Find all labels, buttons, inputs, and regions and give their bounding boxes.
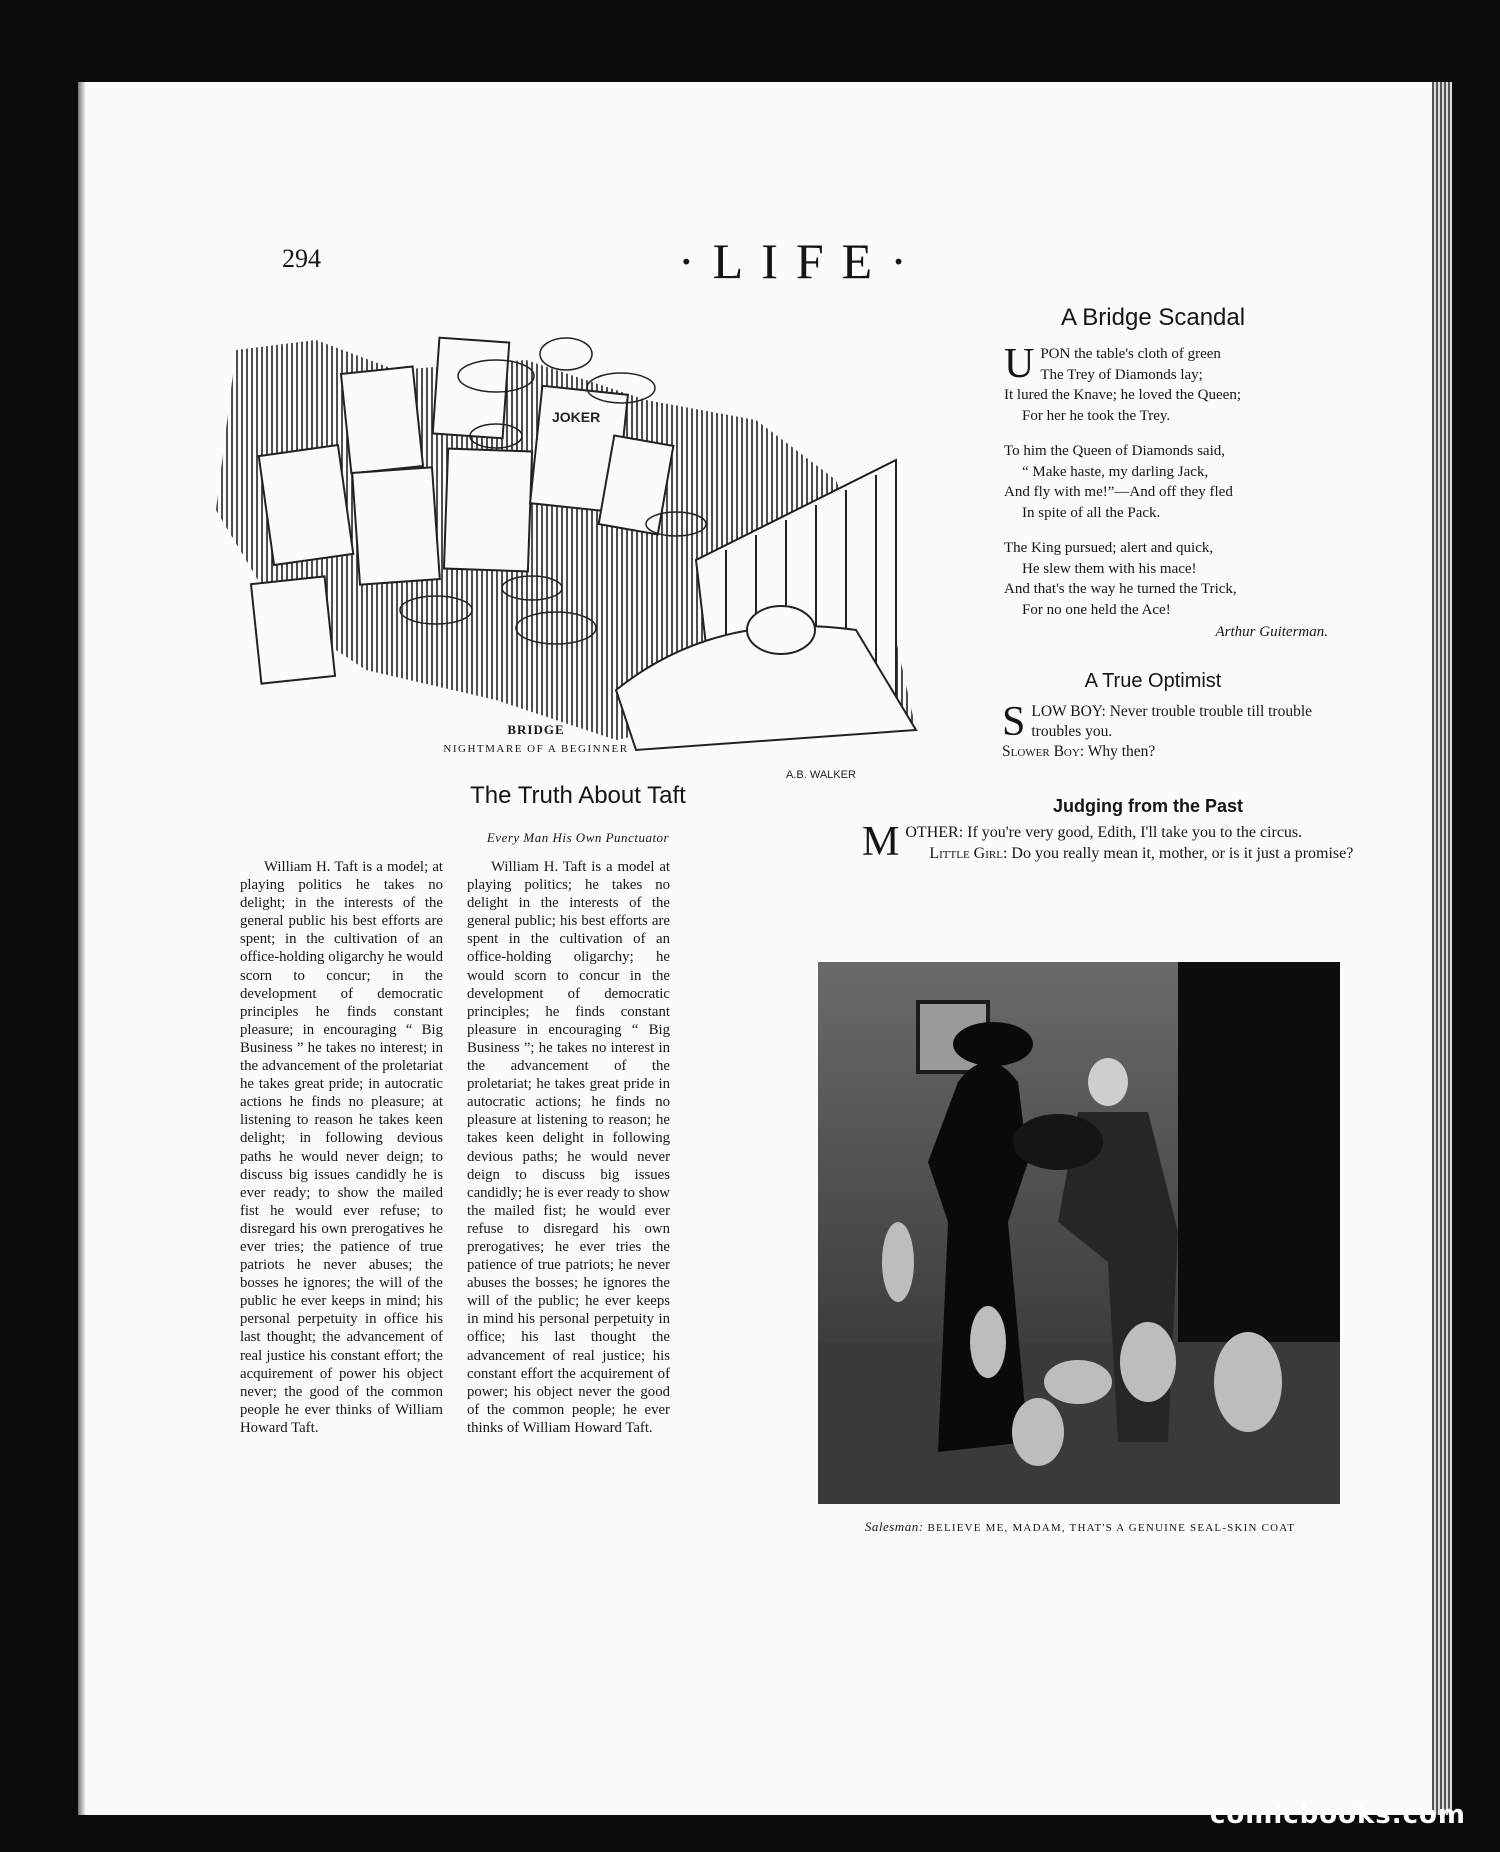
photo-caption: [824, 1518, 1336, 1537]
artist-signature: A.B. WALKER: [786, 769, 856, 781]
past-joke: [862, 819, 1362, 865]
sealskin-coat-illustration: [818, 962, 1340, 1504]
poem-line: For her he took the Trey.: [1022, 407, 1171, 424]
poem-title: A Bridge Scandal: [1060, 304, 1246, 331]
poem-dropcap: U: [1004, 341, 1035, 387]
cartoon-caption: [296, 722, 776, 755]
bridge-cartoon-illustration: [196, 310, 928, 788]
optimist-line-1: LOW BOY: Never trouble trouble till trouble troubles you.: [1031, 703, 1313, 740]
poem-attribution: Arthur Guiterman.: [1215, 624, 1328, 640]
poem-line: And fly with me!”—And off they fled: [1004, 484, 1233, 500]
taft-paragraph-2: William H. Taft is a model at playing politics; he takes no delight in the interests of the general public; his best efforts are spent in the cultivation of an office-holding oligarchy; he would scorn to concur in the development of democratic principles; he finds constant pleasure in encouraging “ Big Business ”; he takes no interest in the advancement of the proletariat; he takes great pride in autocratic actions; he finds no pleasure at listening to reason; he takes keen delight in following devious paths; he would never deign to discuss big issues candidly; he is ever ready to show the mailed fist; he would ever refuse to disregard his own prerogatives; he ever tries the patience of true patriots; he never abuses the bosses; he ignores the will of the public; he ever keeps in mind his personal perpetuity in office; his last thought the advancement of real justice; his constant effort the acquirement of power; his object never the good of the common people; he ever thinks of William Howard Taft.: [467, 859, 670, 1436]
optimist-dropcap: S: [1002, 699, 1026, 745]
past-speaker-2: Little Girl: [929, 845, 1003, 862]
salesman-head: [1088, 1058, 1128, 1106]
taft-column-1: [240, 858, 443, 1437]
woman-hat: [953, 1022, 1033, 1066]
poem-line: And that's the way he turned the Trick,: [1004, 581, 1237, 597]
poem-line: PON the table's cloth of green: [1040, 346, 1221, 362]
poem-stanza: [1004, 341, 1364, 426]
poem-line: “ Make haste, my darling Jack,: [1022, 463, 1209, 480]
optimist-speaker-2: Slower Boy: [1002, 743, 1080, 760]
poem-line: It lured the Knave; he loved the Queen;: [1004, 387, 1241, 403]
poem-stanza: [1004, 538, 1364, 620]
magazine-page: [78, 82, 1452, 1815]
poem-line: The Trey of Diamonds lay;: [1040, 366, 1203, 383]
poem-line: He slew them with his mace!: [1022, 560, 1197, 577]
past-title: Judging from the Past: [1052, 796, 1243, 816]
poem-body: [1004, 341, 1364, 643]
poem-line: To him the Queen of Diamonds said,: [1004, 443, 1225, 459]
fur-piece: [1013, 1114, 1103, 1170]
joker-card-label: JOKER: [552, 409, 601, 425]
poem-line: The King pursued; alert and quick,: [1004, 540, 1214, 556]
cartoon-caption-subtitle: NIGHTMARE OF A BEGINNER: [443, 743, 629, 755]
optimist-line-2: : Why then?: [1079, 743, 1156, 760]
taft-subtitle: Every Man His Own Punctuator: [486, 830, 670, 845]
optimist-joke: [1002, 699, 1362, 762]
photo-caption-text: BELIEVE ME, MADAM, THAT'S A GENUINE SEAL-SKIN COAT: [927, 1522, 1296, 1534]
taft-title: The Truth About Taft: [470, 782, 686, 809]
photo-caption-speaker: Salesman:: [864, 1519, 924, 1534]
poem-line: In spite of all the Pack.: [1022, 504, 1161, 521]
page-gutter-shadow: [78, 82, 86, 1815]
sleeper-head: [747, 606, 815, 654]
taft-paragraph-1: William H. Taft is a model; at playing politics he takes no delight; in the interests of the general public his best efforts are spent; in the cultivation of an office-holding oligarchy he would scorn to concur; in the development of democratic principles he finds constant pleasure; in encouraging “ Big Business ” he takes no interest; in the advancement of the proletariat he takes great pride; in autocratic actions he finds no pleasure; at listening to reason he takes keen delight; in following devious paths he would never deign; to discuss big issues candidly he is ever ready; to show the mailed fist he would ever refuse; to disregard his own prerogatives he ever tries; the patience of true patriots he never abuses; the bosses he ignores; the will of the public he ever keeps in mind; his personal perpetuity in office his last thought; the advancement of real justice his constant effort; the acquirement of power his object never; the good of the common people he ever thinks of William Howard Taft.: [240, 859, 443, 1436]
past-dropcap: M: [862, 819, 900, 865]
past-line-2: : Do you really mean it, mother, or is it just a promise?: [1002, 845, 1354, 862]
poem-line: For no one held the Ace!: [1022, 601, 1171, 618]
past-line-1: OTHER: If you're very good, Edith, I'll take you to the circus.: [905, 824, 1303, 841]
masthead-life: ·LIFE·: [678, 233, 925, 289]
optimist-title: A True Optimist: [1084, 670, 1222, 692]
cartoon-caption-title: BRIDGE: [507, 722, 565, 737]
taft-column-2: [467, 858, 670, 1437]
page-stack-edge: [1432, 82, 1452, 1815]
poem-stanza: [1004, 441, 1364, 523]
page-number: 294: [282, 244, 321, 273]
site-watermark: comicbooks.com: [1209, 1800, 1466, 1830]
